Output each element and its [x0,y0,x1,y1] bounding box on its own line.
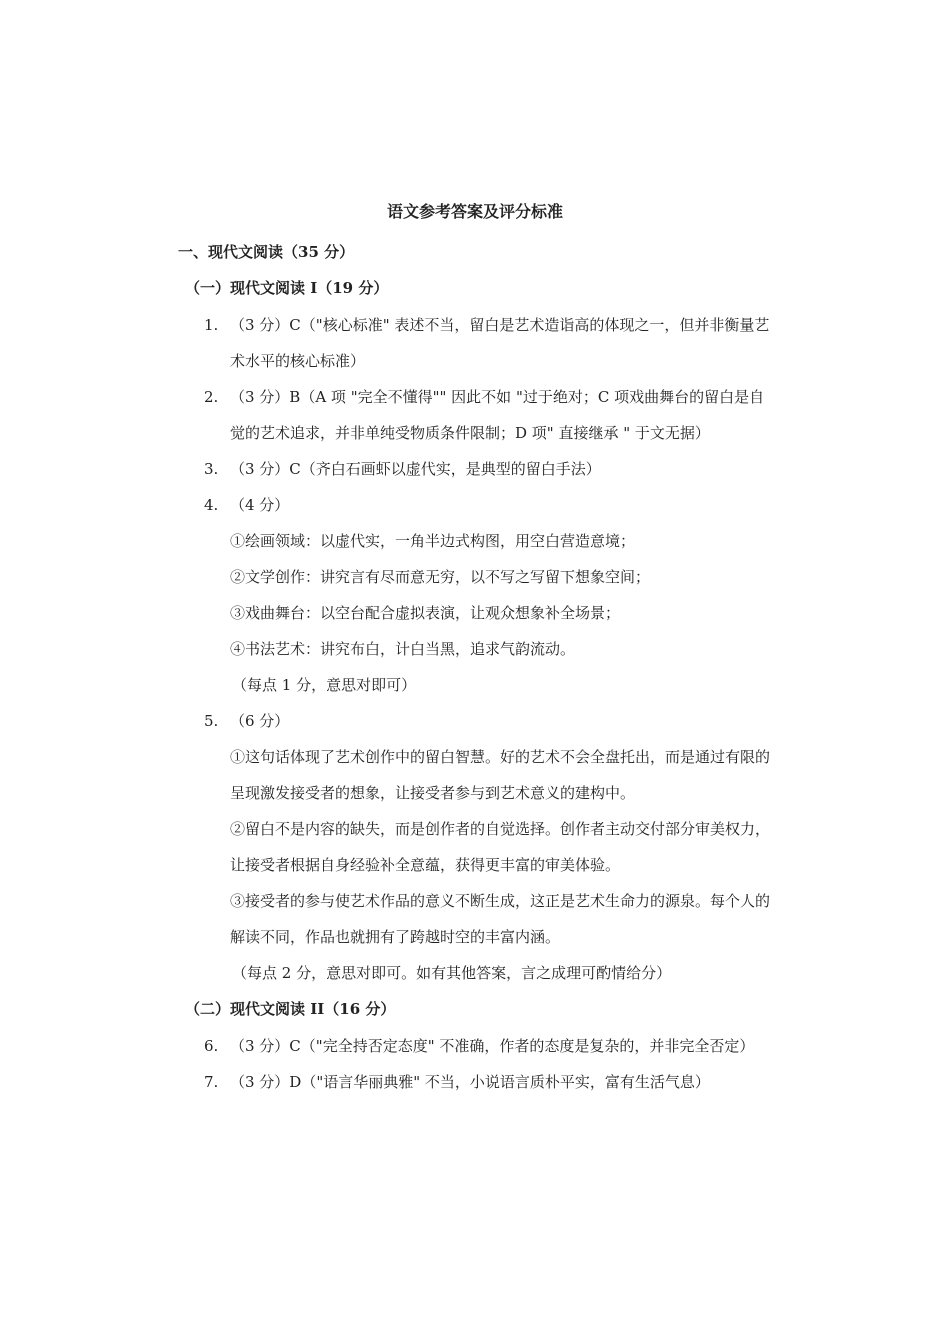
answer-point: ①绘画领域：以虚代实，一角半边式构图，用空白营造意境； [230,532,636,550]
answer-point-continued: 解读不同，作品也就拥有了跨越时空的丰富内涵。 [230,928,561,946]
question-number: 2. [204,388,219,406]
answer-point: ①这句话体现了艺术创作中的留白智慧。好的艺术不会全盘托出，而是通过有限的 [230,748,771,766]
scoring-note: （每点 2 分，意思对即可。如有其他答案，言之成理可酌情给分） [232,964,672,982]
answer-line: （3 分）C（齐白石画虾以虚代实，是典型的留白手法） [230,460,601,478]
answer-point: ②留白不是内容的缺失，而是创作者的自觉选择。创作者主动交付部分审美权力， [230,820,771,838]
answer-line: （3 分）C（"完全持否定态度" 不准确，作者的态度是复杂的，并非完全否定） [230,1037,755,1055]
page-title: 语文参考答案及评分标准 [386,202,563,221]
answer-line: （3 分）D（"语言华丽典雅" 不当，小说语言质朴平实，富有生活气息） [230,1073,710,1091]
part-heading-reading-1: （一）现代文阅读 I（19 分） [185,279,389,297]
question-number: 5. [204,712,219,730]
answer-point-continued: 呈现激发接受者的想象，让接受者参与到艺术意义的建构中。 [230,784,636,802]
answer-line: 术水平的核心标准） [230,352,366,370]
scoring-note: （每点 1 分，意思对即可） [232,676,417,694]
answer-line: （6 分） [230,712,290,730]
answer-point-continued: 让接受者根据自身经验补全意蕴，获得更丰富的审美体验。 [230,856,621,874]
question-number: 3. [204,460,219,478]
section-heading-modern-reading: 一、现代文阅读（35 分） [178,243,355,261]
answer-point: ④书法艺术：讲究布白，计白当黑，追求气韵流动。 [230,640,576,658]
question-number: 7. [204,1073,219,1091]
question-number: 4. [204,496,219,514]
answer-line: 觉的艺术追求，并非单纯受物质条件限制；D 项" 直接继承 " 于文无据） [230,424,710,442]
answer-point: ③接受者的参与使艺术作品的意义不断生成，这正是艺术生命力的源泉。每个人的 [230,892,771,910]
answer-line: （3 分）C（"核心标准" 表述不当，留白是艺术造诣高的体现之一，但并非衡量艺 [230,316,770,334]
part-heading-reading-2: （二）现代文阅读 II（16 分） [185,1000,396,1018]
question-number: 1. [204,316,219,334]
question-number: 6. [204,1037,219,1055]
answer-line: （4 分） [230,496,290,514]
answer-point: ③戏曲舞台：以空台配合虚拟表演，让观众想象补全场景； [230,604,621,622]
answer-line: （3 分）B（A 项 "完全不懂得"" 因此不如 "过于绝对；C 项戏曲舞台的留白是自 [230,388,765,406]
answer-point: ②文学创作：讲究言有尽而意无穷，以不写之写留下想象空间； [230,568,651,586]
